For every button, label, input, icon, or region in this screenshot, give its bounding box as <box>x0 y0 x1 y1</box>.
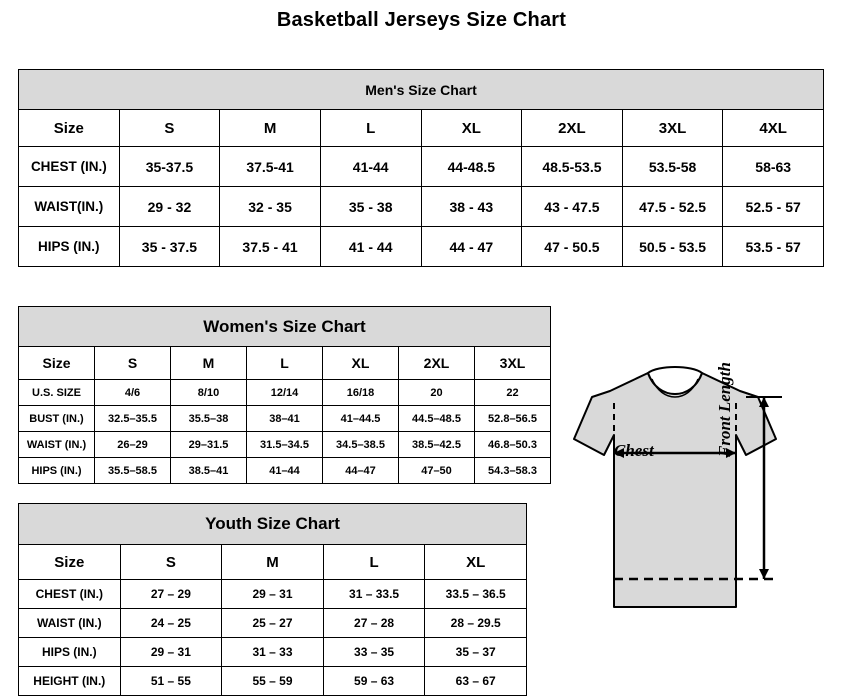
table-cell: 31 – 33.5 <box>323 580 425 609</box>
table-cell: 34.5–38.5 <box>323 432 399 458</box>
table-cell: 44-48.5 <box>421 147 522 187</box>
table-cell: 29 – 31 <box>222 580 324 609</box>
table-cell: 20 <box>399 380 475 406</box>
column-header: L <box>323 545 425 580</box>
row-label: WAIST (IN.) <box>19 609 121 638</box>
table-cell: 31.5–34.5 <box>247 432 323 458</box>
table-cell: 48.5-53.5 <box>522 147 623 187</box>
table-cell: 35.5–38 <box>171 406 247 432</box>
table-cell: 25 – 27 <box>222 609 324 638</box>
table-row <box>19 147 824 187</box>
column-header: Size <box>19 545 121 580</box>
table-cell: 35.5–58.5 <box>95 458 171 484</box>
youth-chart-title: Youth Size Chart <box>19 504 527 545</box>
row-label: BUST (IN.) <box>19 406 95 432</box>
table-cell: 53.5 - 57 <box>723 227 824 267</box>
table-cell: 41 - 44 <box>320 227 421 267</box>
table-cell: 47 - 50.5 <box>522 227 623 267</box>
table-row <box>19 580 527 609</box>
table-cell: 35 - 37.5 <box>119 227 220 267</box>
table-cell: 32.5–35.5 <box>95 406 171 432</box>
womens-size-table <box>18 306 551 484</box>
table-row <box>19 380 551 406</box>
table-caption-row <box>19 307 551 347</box>
table-cell: 38–41 <box>247 406 323 432</box>
column-header: 4XL <box>723 110 824 147</box>
womens-size-chart <box>18 306 551 484</box>
table-cell: 47–50 <box>399 458 475 484</box>
table-header-row <box>19 347 551 380</box>
table-caption-row <box>19 504 527 545</box>
table-cell: 35 - 38 <box>320 187 421 227</box>
table-cell: 22 <box>475 380 551 406</box>
table-cell: 29–31.5 <box>171 432 247 458</box>
row-label: WAIST(IN.) <box>19 187 120 227</box>
table-cell: 41-44 <box>320 147 421 187</box>
front-length-measure-label: Front Length <box>715 362 734 457</box>
column-header: Size <box>19 110 120 147</box>
row-label: HIPS (IN.) <box>19 458 95 484</box>
table-cell: 46.8–50.3 <box>475 432 551 458</box>
table-cell: 27 – 28 <box>323 609 425 638</box>
table-cell: 31 – 33 <box>222 638 324 667</box>
column-header: M <box>222 545 324 580</box>
table-row <box>19 187 824 227</box>
table-caption-row <box>19 70 824 110</box>
column-header: 3XL <box>622 110 723 147</box>
column-header: XL <box>421 110 522 147</box>
table-cell: 52.8–56.5 <box>475 406 551 432</box>
table-cell: 16/18 <box>323 380 399 406</box>
column-header: 2XL <box>399 347 475 380</box>
table-row <box>19 667 527 696</box>
table-row <box>19 406 551 432</box>
table-cell: 55 – 59 <box>222 667 324 696</box>
row-label: WAIST (IN.) <box>19 432 95 458</box>
table-header-row <box>19 110 824 147</box>
row-label: CHEST (IN.) <box>19 580 121 609</box>
table-cell: 47.5 - 52.5 <box>622 187 723 227</box>
column-header: M <box>220 110 321 147</box>
table-row <box>19 638 527 667</box>
mens-size-table <box>18 69 824 267</box>
table-cell: 38 - 43 <box>421 187 522 227</box>
column-header: S <box>120 545 222 580</box>
column-header: XL <box>323 347 399 380</box>
table-cell: 12/14 <box>247 380 323 406</box>
table-cell: 44–47 <box>323 458 399 484</box>
table-cell: 24 – 25 <box>120 609 222 638</box>
column-header: XL <box>425 545 527 580</box>
table-cell: 54.3–58.3 <box>475 458 551 484</box>
table-cell: 38.5–42.5 <box>399 432 475 458</box>
mens-chart-title: Men's Size Chart <box>19 70 824 110</box>
column-header: L <box>320 110 421 147</box>
table-cell: 33.5 – 36.5 <box>425 580 527 609</box>
row-label: HEIGHT (IN.) <box>19 667 121 696</box>
table-cell: 44 - 47 <box>421 227 522 267</box>
row-label: U.S. SIZE <box>19 380 95 406</box>
table-cell: 63 – 67 <box>425 667 527 696</box>
table-cell: 53.5-58 <box>622 147 723 187</box>
table-cell: 26–29 <box>95 432 171 458</box>
table-cell: 27 – 29 <box>120 580 222 609</box>
table-cell: 43 - 47.5 <box>522 187 623 227</box>
table-cell: 8/10 <box>171 380 247 406</box>
table-cell: 41–44 <box>247 458 323 484</box>
column-header: L <box>247 347 323 380</box>
youth-size-chart <box>18 503 527 696</box>
page-title: Basketball Jerseys Size Chart <box>276 9 567 31</box>
table-row <box>19 458 551 484</box>
table-cell: 59 – 63 <box>323 667 425 696</box>
chest-measure-label: Chest <box>614 441 654 460</box>
womens-chart-title: Women's Size Chart <box>19 307 551 347</box>
table-cell: 52.5 - 57 <box>723 187 824 227</box>
table-cell: 41–44.5 <box>323 406 399 432</box>
table-cell: 33 – 35 <box>323 638 425 667</box>
table-cell: 38.5–41 <box>171 458 247 484</box>
mens-size-chart <box>18 69 824 267</box>
table-row <box>19 609 527 638</box>
table-cell: 51 – 55 <box>120 667 222 696</box>
table-cell: 29 - 32 <box>119 187 220 227</box>
jersey-measurement-diagram <box>540 357 830 647</box>
column-header: M <box>171 347 247 380</box>
row-label: HIPS (IN.) <box>19 227 120 267</box>
youth-size-table <box>18 503 527 696</box>
table-cell: 37.5-41 <box>220 147 321 187</box>
row-label: HIPS (IN.) <box>19 638 121 667</box>
column-header: 2XL <box>522 110 623 147</box>
row-label: CHEST (IN.) <box>19 147 120 187</box>
table-cell: 28 – 29.5 <box>425 609 527 638</box>
table-cell: 4/6 <box>95 380 171 406</box>
table-cell: 50.5 - 53.5 <box>622 227 723 267</box>
column-header: 3XL <box>475 347 551 380</box>
table-cell: 58-63 <box>723 147 824 187</box>
table-row <box>19 432 551 458</box>
table-cell: 35 – 37 <box>425 638 527 667</box>
tshirt-outline-icon <box>540 357 830 647</box>
table-cell: 37.5 - 41 <box>220 227 321 267</box>
table-cell: 44.5–48.5 <box>399 406 475 432</box>
column-header: S <box>119 110 220 147</box>
table-header-row <box>19 545 527 580</box>
table-row <box>19 227 824 267</box>
column-header: Size <box>19 347 95 380</box>
table-cell: 32 - 35 <box>220 187 321 227</box>
table-cell: 29 – 31 <box>120 638 222 667</box>
table-cell: 35-37.5 <box>119 147 220 187</box>
column-header: S <box>95 347 171 380</box>
